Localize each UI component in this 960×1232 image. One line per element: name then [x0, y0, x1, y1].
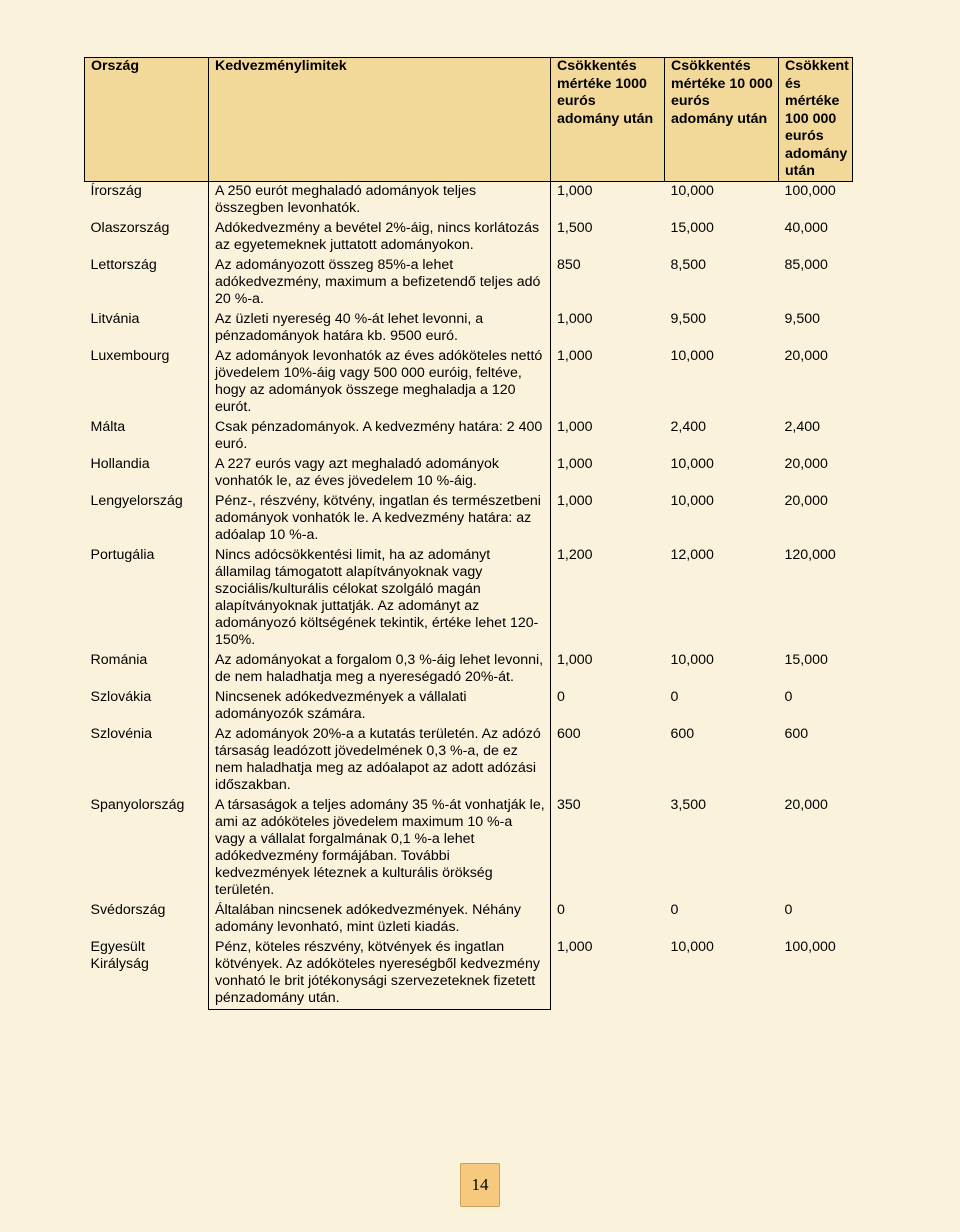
reduction-1000-cell: 1,000 [557, 651, 593, 668]
header-reduction-1000: Csökkentés mértéke 1000 eurós adomány után [551, 58, 665, 182]
reduction-100000-cell: 20,000 [784, 347, 828, 364]
reduction-100000-cell: 100,000 [784, 938, 836, 955]
table-row [85, 219, 853, 256]
table-row [85, 725, 853, 796]
country-cell: Egyesült Királyság [90, 938, 149, 972]
reduction-1000-cell: 350 [557, 796, 581, 813]
header-limits: Kedvezménylimitek [209, 58, 551, 182]
reduction-100000-cell: 20,000 [784, 455, 828, 472]
country-cell: Lengyelország [90, 492, 183, 509]
country-cell: Lettország [90, 256, 157, 273]
reduction-100000-cell: 120,000 [784, 546, 836, 563]
reduction-10000-cell: 10,000 [670, 938, 714, 955]
reduction-1000-cell: 0 [557, 688, 565, 705]
reduction-100000-cell: 100,000 [784, 182, 836, 199]
table-row [85, 181, 853, 219]
table-row [85, 492, 853, 546]
reduction-1000-cell: 1,000 [557, 418, 593, 435]
limit-cell: Az adományokat a forgalom 0,3 %-áig lehet levonni, de nem haladhatja meg a nyereségadó 20%-át. [209, 651, 551, 688]
country-cell: Svédország [90, 901, 166, 918]
country-cell: Spanyolország [90, 796, 185, 813]
table-header-row [85, 58, 853, 182]
reduction-100000-cell: 0 [784, 901, 793, 918]
limit-cell: Adókedvezmény a bevétel 2%-áig, nincs korlátozás az egyetemeknek juttatott adományokon. [209, 219, 551, 256]
limit-cell: Az adományok levonhatók az éves adóköteles nettó jövedelem 10%-áig vagy 500 000 euróig, feltéve, hogy az adományok összege meghaladja a 120 eurót. [209, 347, 551, 418]
reduction-1000-cell: 600 [557, 725, 581, 742]
limit-cell: Az adományozott összeg 85%-a lehet adókedvezmény, maximum a befizetendő teljes adó 20 %-a. [209, 256, 551, 310]
limit-cell: Az üzleti nyereség 40 %-át lehet levonni, a pénzadományok határa kb. 9500 euró. [209, 310, 551, 347]
limit-cell: Pénz, köteles részvény, kötvények és ingatlan kötvények. Az adóköteles nyereségből kedvezmény vonható le brit jótékonysági szervezeteknek fizetett pénzadomány után. [209, 938, 551, 1010]
table-row [85, 347, 853, 418]
country-cell: Portugália [90, 546, 155, 563]
limit-cell: A társaságok a teljes adomány 35 %-át vonhatják le, ami az adóköteles jövedelem maximum 10 %-a vagy a vállalat forgalmának 0,1 %-a lehet adókedvezmény formájában. További kedvezmények léteznek a kulturális örökség területén. [209, 796, 551, 901]
reduction-100000-cell: 2,400 [784, 418, 821, 435]
reduction-100000-cell: 20,000 [784, 492, 828, 509]
country-cell: Hollandia [90, 455, 150, 472]
header-country: Ország [85, 58, 209, 182]
document-page [84, 57, 862, 1010]
reduction-1000-cell: 1,000 [557, 938, 593, 955]
limit-cell: Csak pénzadományok. A kedvezmény határa: 2 400 euró. [209, 418, 551, 455]
limit-cell: Általában nincsenek adókedvezmények. Néhány adomány levonható, mint üzleti kiadás. [209, 901, 551, 938]
reduction-10000-cell: 10,000 [670, 492, 714, 509]
header-reduction-10000: Csökkentés mértéke 10 000 eurós adomány után [665, 58, 779, 182]
reduction-10000-cell: 12,000 [670, 546, 714, 563]
tax-relief-table [84, 57, 853, 1010]
reduction-1000-cell: 1,000 [557, 347, 593, 364]
country-cell: Litvánia [90, 310, 140, 327]
reduction-1000-cell: 1,500 [557, 219, 593, 236]
table-row [85, 256, 853, 310]
reduction-1000-cell: 1,000 [557, 182, 593, 199]
reduction-10000-cell: 10,000 [670, 651, 714, 668]
reduction-1000-cell: 1,000 [557, 492, 593, 509]
reduction-100000-cell: 20,000 [784, 796, 828, 813]
limit-cell: Az adományok 20%-a a kutatás területén. Az adózó társaság leadózott jövedelmének 0,3 %-a, de ez nem haladhatja meg az adóalapot az adott adózási időszakban. [209, 725, 551, 796]
reduction-1000-cell: 1,000 [557, 310, 593, 327]
reduction-10000-cell: 600 [670, 725, 695, 742]
country-cell: Szlovákia [90, 688, 152, 705]
reduction-100000-cell: 85,000 [784, 256, 828, 273]
reduction-100000-cell: 9,500 [784, 310, 821, 327]
country-cell: Luxembourg [90, 347, 170, 364]
reduction-10000-cell: 15,000 [670, 219, 714, 236]
table-row [85, 546, 853, 651]
page-number: 14 [460, 1163, 500, 1207]
table-row [85, 901, 853, 938]
reduction-100000-cell: 40,000 [784, 219, 828, 236]
reduction-1000-cell: 0 [557, 901, 565, 918]
reduction-10000-cell: 9,500 [670, 310, 707, 327]
table-row [85, 418, 853, 455]
limit-cell: Nincs adócsökkentési limit, ha az adományt államilag támogatott alapítványoknak vagy szociális/kulturális célokat szolgáló magán alapítványoknak juttatják. Az adományt az adományozó költségének tekintik, értéke lehet 120-150%. [209, 546, 551, 651]
reduction-10000-cell: 10,000 [670, 347, 714, 364]
reduction-1000-cell: 1,200 [557, 546, 593, 563]
reduction-10000-cell: 10,000 [670, 182, 714, 199]
table-row [85, 688, 853, 725]
reduction-10000-cell: 8,500 [670, 256, 707, 273]
reduction-10000-cell: 0 [670, 688, 679, 705]
table-row [85, 455, 853, 492]
reduction-100000-cell: 0 [784, 688, 793, 705]
country-cell: Románia [90, 651, 148, 668]
reduction-10000-cell: 0 [670, 901, 679, 918]
header-reduction-100000: Csökkent és mértéke 100 000 eurós adomány után [779, 58, 853, 182]
country-cell: Szlovénia [90, 725, 153, 742]
limit-cell: A 227 eurós vagy azt meghaladó adományok vonhatók le, az éves jövedelem 10 %-áig. [209, 455, 551, 492]
table-row [85, 796, 853, 901]
table-row [85, 310, 853, 347]
country-cell: Málta [90, 418, 126, 435]
limit-cell: Pénz-, részvény, kötvény, ingatlan és természetbeni adományok vonhatók le. A kedvezmény határa: az adóalap 10 %-a. [209, 492, 551, 546]
reduction-100000-cell: 600 [784, 725, 809, 742]
table-row [85, 938, 853, 1010]
reduction-10000-cell: 10,000 [670, 455, 714, 472]
limit-cell: A 250 eurót meghaladó adományok teljes összegben levonhatók. [209, 181, 551, 219]
reduction-100000-cell: 15,000 [784, 651, 828, 668]
reduction-1000-cell: 850 [557, 256, 581, 273]
limit-cell: Nincsenek adókedvezmények a vállalati adományozók számára. [209, 688, 551, 725]
country-cell: Olaszország [90, 219, 170, 236]
table-row [85, 651, 853, 688]
country-cell: Írország [90, 182, 142, 199]
reduction-10000-cell: 2,400 [670, 418, 707, 435]
reduction-1000-cell: 1,000 [557, 455, 593, 472]
reduction-10000-cell: 3,500 [670, 796, 707, 813]
